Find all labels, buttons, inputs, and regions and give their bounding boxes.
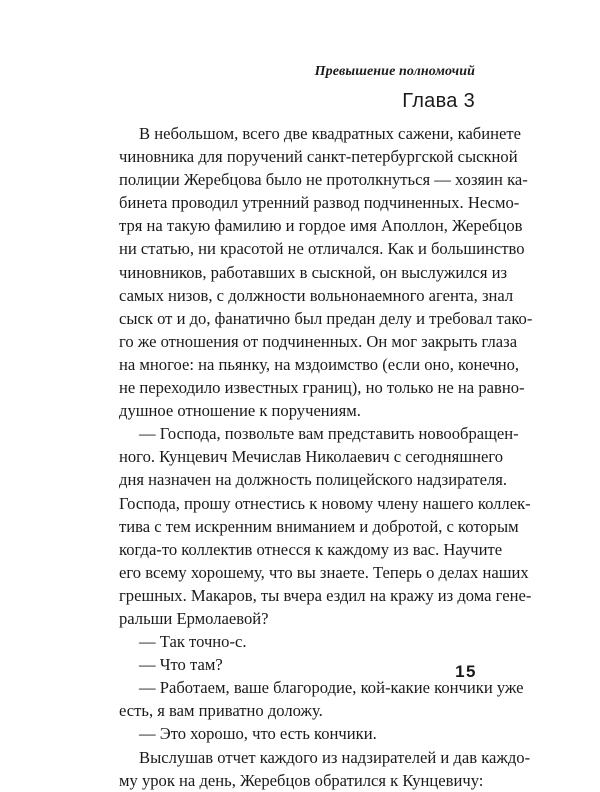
text-line: есть, я вам приватно доложу.: [119, 701, 323, 721]
text-line: сыск от и до, фанатично был предан делу и требовал тако-: [119, 308, 533, 328]
text-line: на многое: на пьянку, на мздоимство (если оно, конечно,: [119, 354, 520, 374]
text-line: его всему хорошему, что вы знаете. Теперь о делах наших: [119, 562, 529, 582]
text-line: Выслушав отчет каждого из надзирателей и дав каждо-: [139, 747, 531, 767]
text-line: дня назначен на должность полицейского надзирателя.: [119, 470, 508, 490]
text-line: тря на такую фамилию и гордое имя Аполлон, Жеребцов: [119, 216, 523, 236]
text-line: бинета проводил утренний развод подчиненных. Несмо-: [119, 193, 520, 213]
text-line: душное отношение к поручениям.: [119, 401, 361, 421]
body-text: [119, 122, 533, 792]
text-line: когда-то коллектив отнесся к каждому из вас. Научите: [119, 539, 503, 559]
text-line: не переходило известных границ), но только не на равно-: [119, 378, 525, 398]
text-line: — Так точно-с.: [139, 632, 247, 652]
text-line: Господа, прошу отнестись к новому члену нашего коллек-: [119, 493, 531, 513]
text-line: — Что там?: [139, 655, 223, 675]
text-line: чиновников, работавших в сыскной, он выслужился из: [119, 262, 508, 282]
text-line: — Господа, позвольте вам представить новообращен-: [139, 424, 519, 444]
text-line: самых низов, с должности вольнонаемного агента, знал: [119, 285, 514, 305]
text-line: ральши Ермолаевой?: [119, 608, 269, 628]
text-line: му урок на день, Жеребцов обратился к Кунцевичу:: [119, 770, 484, 790]
text-line: ни статью, ни красотой не отличался. Как и большинство: [119, 239, 525, 259]
running-head: Превышение полномочий: [314, 64, 475, 79]
text-line: грешных. Макаров, ты вчера ездил на кражу из дома гене-: [119, 585, 532, 605]
text-line: В небольшом, всего две квадратных сажени, кабинете: [139, 124, 521, 143]
text-line: — Работаем, ваше благородие, кой-какие кончики уже: [139, 678, 524, 698]
text-line: полиции Жеребцова было не протолкнуться — хозяин ка-: [119, 170, 528, 190]
text-line: ного. Кунцевич Мечислав Николаевич с сегодняшнего: [119, 447, 504, 467]
text-line: — Это хорошо, что есть кончики.: [139, 724, 377, 744]
text-line: тива с тем искренним вниманием и добротой, с которым: [119, 516, 519, 536]
page-number: 15: [455, 662, 477, 681]
text-line: чиновника для поручений санкт-петербургской сыскной: [119, 147, 518, 167]
chapter-title: Глава 3: [402, 90, 475, 112]
text-line: го же отношения от подчиненных. Он мог закрыть глаза: [119, 331, 518, 351]
